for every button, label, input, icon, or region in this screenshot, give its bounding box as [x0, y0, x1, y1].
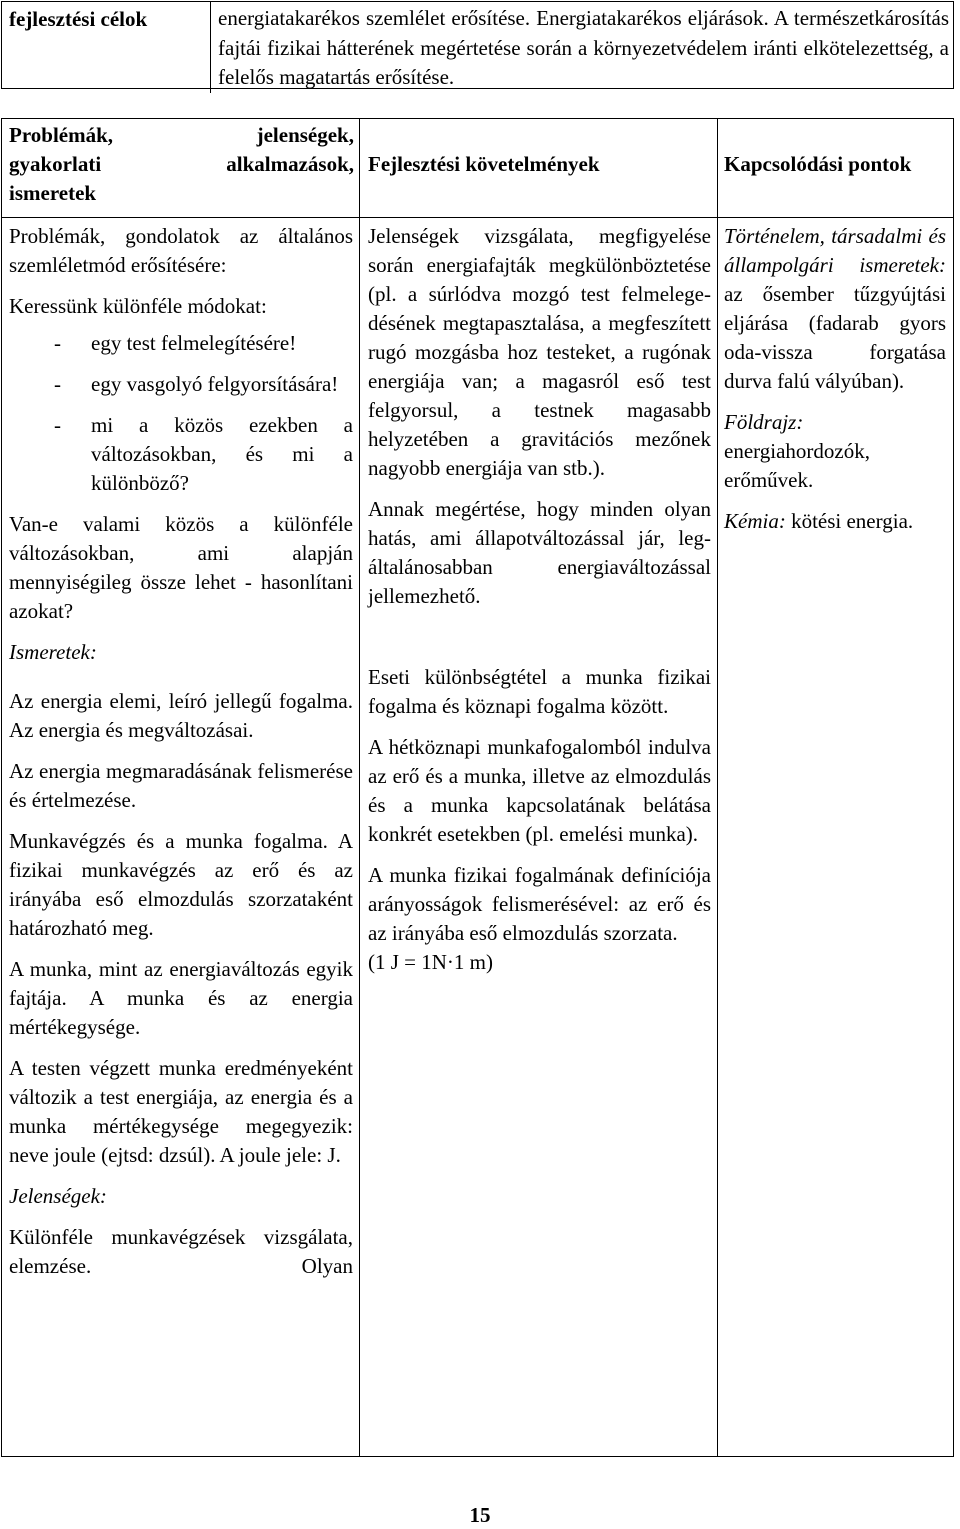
- requirement-paragraph: Eseti különbségtétel a munka fizikai fogalma és köznapi fogalma között.: [368, 665, 711, 718]
- header-problems-line1-right: jelenségek,: [256, 123, 354, 147]
- bullet-dash: -: [54, 372, 61, 396]
- header-problems-line3: ismeretek: [9, 181, 97, 205]
- bullet-text: egy test felmelegítésére!: [91, 331, 297, 355]
- chemistry-label: Kémia:: [724, 509, 786, 533]
- header-connections-text: Kapcsolódási pontok: [724, 151, 912, 176]
- search-paragraph: Keressünk különféle módokat:: [9, 294, 267, 318]
- bullet-list: [9, 329, 353, 498]
- list-item: [9, 411, 353, 498]
- requirement-paragraph: A munka fizikai fogalmának definíciója arányosságok felismerésével: az erő és az irányába eső elmozdulás szorzata.: [368, 863, 711, 945]
- bullet-dash: -: [54, 331, 61, 355]
- header-problems-line1-left: Problémák,: [9, 123, 114, 147]
- unit-formula: (1 J = 1N·1 m): [368, 950, 493, 974]
- chemistry-text: kötési energia.: [791, 509, 914, 533]
- phenomena-label: Jelenségek:: [9, 1184, 107, 1208]
- header-connections: [718, 119, 953, 218]
- header-problems-line2-right: alkalmazások,: [226, 152, 354, 176]
- chemistry-connection: [724, 507, 946, 536]
- intro-paragraph: Problémák, gondolatok az általános szemléletmód erősítésére:: [9, 224, 353, 277]
- bullet-dash: -: [54, 413, 61, 437]
- problems-column: [2, 218, 360, 1456]
- knowledge-paragraph: Az energia megmaradásának felismerése és értelmezése.: [9, 759, 353, 812]
- connections-column: [718, 218, 953, 1456]
- history-label: Történelem, társadalmi és állampolgári ismeretek:: [724, 224, 946, 277]
- requirement-paragraph: Annak megértése, hogy minden olyan hatás, ami állapotváltozással jár, leg-általánosabban energiaváltozással jellemezhető.: [368, 497, 711, 608]
- knowledge-paragraph: Munkavégzés és a munka fogalma. A fizikai munkavégzés az erő és az irányába eső elmozdulás szorzataként határozható meg.: [9, 829, 353, 940]
- requirements-column: [360, 218, 718, 1456]
- history-connection: [724, 222, 946, 396]
- bullet-text: egy vasgolyó felgyorsítására!: [91, 372, 339, 396]
- goals-text: energiatakarékos szemlélet erősítése. Energiatakarékos eljárások. A természetkárosítás fajtái fizikai hátterének megértetése során a környezetvédelem iránti elkötelezettség, a felelős magatartás erősítése.: [218, 6, 949, 89]
- knowledge-paragraph: A munka, mint az energiaváltozás egyik fajtája. A munka és az energia mértékegysége.: [9, 957, 353, 1039]
- goals-label: fejlesztési célok: [2, 2, 211, 93]
- question-paragraph: Van-e valami közös a különféle változásokban, ami alapján mennyiségileg össze lehet - hasonlítani azokat?: [9, 512, 353, 623]
- history-text: az ősember tűzgyújtási eljárása (fadarab gyors oda-vissza forgatása durva falú vályúban).: [724, 282, 946, 393]
- list-item: [9, 329, 353, 358]
- geography-connection: [724, 408, 946, 495]
- knowledge-paragraph: Az energia elemi, leíró jellegű fogalma. Az energia és megváltozásai.: [9, 689, 353, 742]
- header-requirements-text: Fejlesztési követelmények: [368, 151, 600, 176]
- phenomena-paragraph: Különféle munkavégzések vizsgálata, elemzése. Olyan: [9, 1225, 353, 1278]
- goals-table: [1, 1, 954, 89]
- bullet-text: mi a közös ezekben a változásokban, és mi a különböző?: [91, 413, 353, 495]
- knowledge-paragraph: A testen végzett munka eredményeként változik a test energiája, az energia és a munka mértékegysége megegyezik: neve joule (ejtsd: dzsúl). A joule jele: J.: [9, 1056, 353, 1167]
- geography-text: energiahordozók, erőművek.: [724, 439, 870, 492]
- requirement-paragraph: A hétköznapi munkafogalomból indulva az erő és a munka, illetve az elmozdulás és a munka kapcsolatának belátása konkrét esetekben (pl. emelési munka).: [368, 735, 711, 846]
- requirement-paragraph: Jelenségek vizsgálata, megfigyelése során energiafajták megkülönböztetése (pl. a súrlódva mozgó test felmelege-désének megtapasztalása, a megfeszített rugó mozgásba hoz testeket, a rugónak energiája van; a magasról eső test felgyorsul, a testnek magasabb helyzetében a gravitációs mezőnek nagyobb energiája van stb.).: [368, 224, 711, 480]
- page-number: 15: [469, 1503, 491, 1527]
- knowledge-label: Ismeretek:: [9, 640, 97, 664]
- list-item: [9, 370, 353, 399]
- header-requirements: [360, 119, 718, 218]
- geography-label: Földrajz:: [724, 410, 804, 434]
- header-problems-line2-left: gyakorlati: [9, 152, 102, 176]
- curriculum-table: [1, 118, 954, 1457]
- header-problems: [2, 119, 360, 218]
